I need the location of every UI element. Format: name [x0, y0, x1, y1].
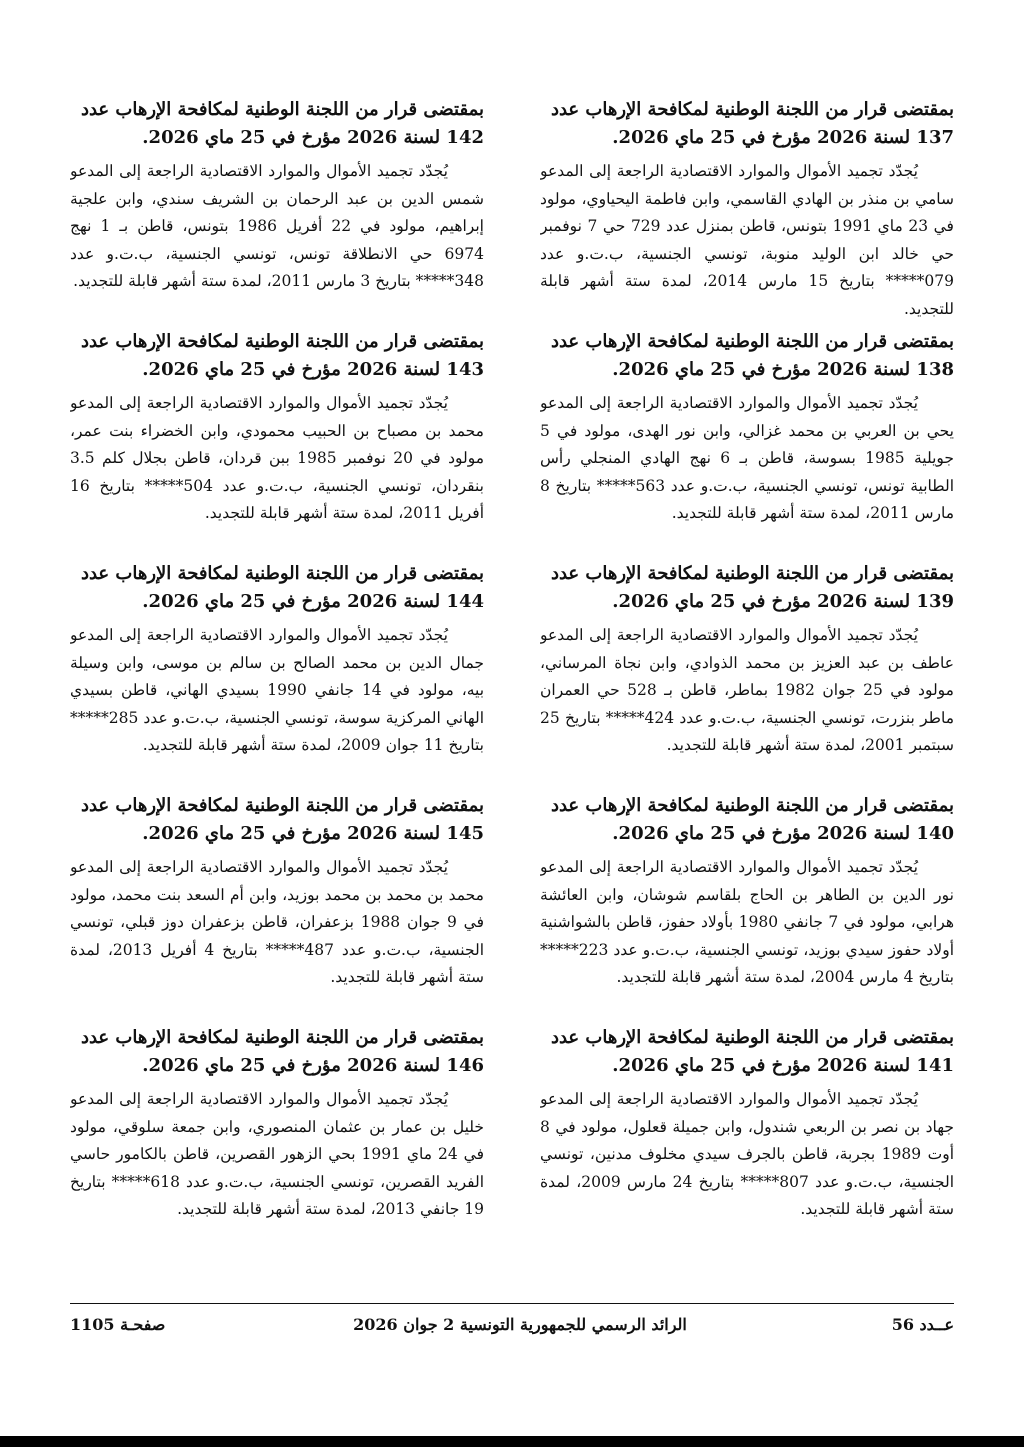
decision-title: بمقتضى قرار من اللجنة الوطنية لمكافحة الإرهاب عدد 146 لسنة 2026 مؤرخ في 25 ماي 2026. — [80, 1027, 484, 1076]
decision-title: بمقتضى قرار من اللجنة الوطنية لمكافحة الإرهاب عدد 145 لسنة 2026 مؤرخ في 25 ماي 2026. — [80, 795, 484, 844]
decision-entry-145 — [70, 792, 484, 1024]
decision-title: بمقتضى قرار من اللجنة الوطنية لمكافحة الإرهاب عدد 141 لسنة 2026 مؤرخ في 25 ماي 2026. — [550, 1027, 954, 1076]
decision-body: يُجدّد تجميد الأموال والموارد الاقتصادية الراجعة إلى المدعو محمد بن محمد بن محمد بوزيد، وابن أم السعد بنت محمد، مولود في 9 جوان 1988 بزعفران، قاطن بزعفران دوز قبلي، تونسي الجنسية، ب.ت.و عدد 487***** بتاريخ 4 أفريل 2013، لمدة ستة أشهر قابلة للتجديد. — [70, 858, 484, 986]
decision-title: بمقتضى قرار من اللجنة الوطنية لمكافحة الإرهاب عدد 140 لسنة 2026 مؤرخ في 25 ماي 2026. — [550, 795, 954, 844]
decision-body: يُجدّد تجميد الأموال والموارد الاقتصادية الراجعة إلى المدعو خليل بن عمار بن عثمان المنصوري، وابن جمعة سلوقي، مولود في 24 ماي 1991 بحي الزهور القصرين، قاطن بالكامور حاسي الفريد القصرين، تونسي الجنسية، ب.ت.و عدد 618***** بتاريخ 19 جانفي 2013، لمدة ستة أشهر قابلة للتجديد. — [70, 1090, 484, 1218]
decision-entry-142 — [70, 96, 484, 328]
decision-entry-139 — [540, 560, 954, 792]
decision-body: يُجدّد تجميد الأموال والموارد الاقتصادية الراجعة إلى المدعو سامي بن منذر بن الهادي القاسمي، وابن فاطمة اليحياوي، مولود في 23 ماي 1991 بتونس، قاطن بمنزل عدد 729 حي 7 نوفمبر حي خالد ابن الوليد منوبة، تونسي الجنسية، ب.ت.و عدد 079***** بتاريخ 15 مارس 2014، لمدة ستة أشهر قابلة للتجديد. — [540, 162, 954, 318]
decision-entry-137 — [540, 96, 954, 328]
decision-title: بمقتضى قرار من اللجنة الوطنية لمكافحة الإرهاب عدد 139 لسنة 2026 مؤرخ في 25 ماي 2026. — [550, 563, 954, 612]
publication-name-date: الرائد الرسمي للجمهورية التونسية 2 جوان 2026 — [353, 1315, 687, 1334]
decision-title: بمقتضى قرار من اللجنة الوطنية لمكافحة الإرهاب عدد 137 لسنة 2026 مؤرخ في 25 ماي 2026. — [550, 99, 954, 148]
decision-title: بمقتضى قرار من اللجنة الوطنية لمكافحة الإرهاب عدد 138 لسنة 2026 مؤرخ في 25 ماي 2026. — [550, 331, 954, 380]
decision-entry-146 — [70, 1024, 484, 1256]
decision-title: بمقتضى قرار من اللجنة الوطنية لمكافحة الإرهاب عدد 143 لسنة 2026 مؤرخ في 25 ماي 2026. — [80, 331, 484, 380]
scan-edge-bar — [0, 1436, 1024, 1447]
decision-entry-144 — [70, 560, 484, 792]
decision-title: بمقتضى قرار من اللجنة الوطنية لمكافحة الإرهاب عدد 144 لسنة 2026 مؤرخ في 25 ماي 2026. — [80, 563, 484, 612]
issue-number: عــدد 56 — [891, 1315, 954, 1334]
decision-entry-140 — [540, 792, 954, 1024]
page-number: صفحـة 1105 — [70, 1315, 166, 1334]
decision-entry-143 — [70, 328, 484, 560]
decision-body: يُجدّد تجميد الأموال والموارد الاقتصادية الراجعة إلى المدعو عاطف بن عبد العزيز بن محمد الذوادي، وابن نجاة المرساني، مولود في 25 جوان 1982 بماطر، قاطن بـ 528 حي العمران ماطر بنزرت، تونسي الجنسية، ب.ت.و عدد 424***** بتاريخ 25 سبتمبر 2001، لمدة ستة أشهر قابلة للتجديد. — [540, 626, 954, 754]
decision-body: يُجدّد تجميد الأموال والموارد الاقتصادية الراجعة إلى المدعو جهاد بن نصر بن الربعي شندول، وابن جميلة قعلول، مولود في 8 أوت 1989 بجربة، قاطن بالجرف سيدي مخلوف مدنين، تونسي الجنسية، ب.ت.و عدد 807***** بتاريخ 24 مارس 2009، لمدة ستة أشهر قابلة للتجديد. — [540, 1090, 954, 1218]
decision-title: بمقتضى قرار من اللجنة الوطنية لمكافحة الإرهاب عدد 142 لسنة 2026 مؤرخ في 25 ماي 2026. — [80, 99, 484, 148]
footer-divider — [70, 1303, 954, 1304]
right-column — [540, 96, 954, 1256]
decision-body: يُجدّد تجميد الأموال والموارد الاقتصادية الراجعة إلى المدعو شمس الدين بن عبد الرحمان بن الشريف سندي، وابن علجية إبراهيم، مولود في 22 أفريل 1986 بتونس، قاطن بـ 1 نهج 6974 حي الانطلاقة تونس، تونسي الجنسية، ب.ت.و عدد 348***** بتاريخ 3 مارس 2011، لمدة ستة أشهر قابلة للتجديد. — [70, 162, 484, 290]
decision-entry-141 — [540, 1024, 954, 1256]
decision-body: يُجدّد تجميد الأموال والموارد الاقتصادية الراجعة إلى المدعو محمد بن مصباح بن الحبيب محمودي، وابن الخضراء بنت عمر، مولود في 20 نوفمبر 1985 ببن قردان، قاطن بجلال كلم 3.5 بنقردان، تونسي الجنسية، ب.ت.و عدد 504***** بتاريخ 16 أفريل 2011، لمدة ستة أشهر قابلة للتجديد. — [70, 394, 484, 522]
decision-body: يُجدّد تجميد الأموال والموارد الاقتصادية الراجعة إلى المدعو نور الدين بن الطاهر بن الحاج بلقاسم شوشان، وابن العائشة هرابي، مولود في 7 جانفي 1980 بأولاد حفوز، قاطن بالشواشنية أولاد حفوز سيدي بوزيد، تونسي الجنسية، ب.ت.و عدد 223***** بتاريخ 4 مارس 2004، لمدة ستة أشهر قابلة للتجديد. — [540, 858, 954, 986]
decision-body: يُجدّد تجميد الأموال والموارد الاقتصادية الراجعة إلى المدعو يحي بن العربي بن محمد غزالي، وابن نور الهدى، مولود في 5 جويلية 1985 بسوسة، قاطن بـ 6 نهج الهادي المنجلي رأس الطابية تونس، تونسي الجنسية، ب.ت.و عدد 563***** بتاريخ 8 مارس 2011، لمدة ستة أشهر قابلة للتجديد. — [540, 394, 954, 522]
decision-body: يُجدّد تجميد الأموال والموارد الاقتصادية الراجعة إلى المدعو جمال الدين بن محمد الصالح بن سالم بن موسى، وابن وسيلة بيه، مولود في 14 جانفي 1990 بسيدي الهاني، قاطن بسيدي الهاني المركزية سوسة، تونسي الجنسية، ب.ت.و عدد 285***** بتاريخ 11 جوان 2009، لمدة ستة أشهر قابلة للتجديد. — [70, 626, 484, 754]
left-column — [70, 96, 484, 1256]
decision-entry-138 — [540, 328, 954, 560]
